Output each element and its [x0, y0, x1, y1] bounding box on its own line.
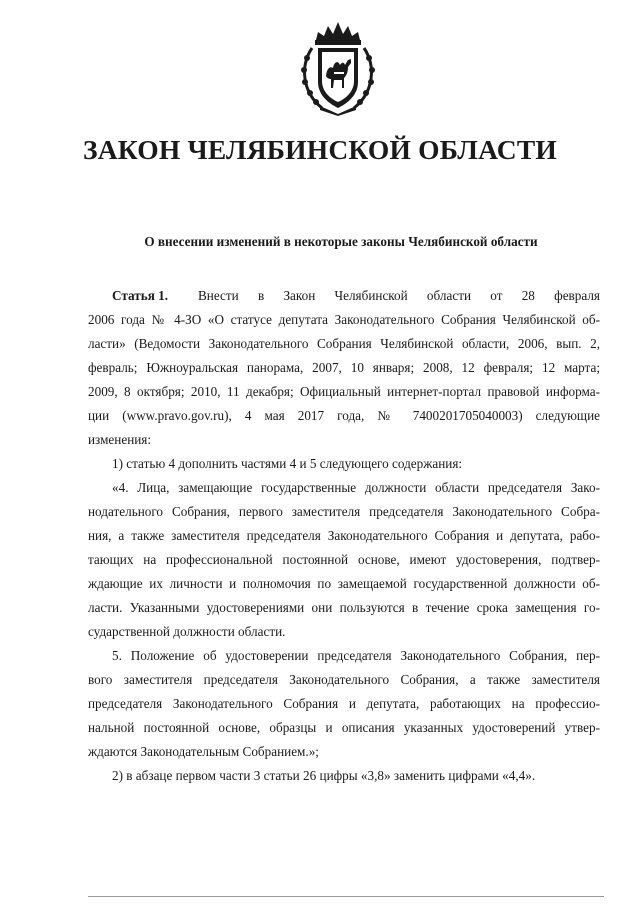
article-line: ждающие их личности и полномочия по замещаемой государственной должности об- [88, 576, 600, 591]
article-line: ждаются Законодательным Собранием.»; [88, 744, 319, 759]
article-line: 5. Положение об удостоверении председателя Законодательного Собрания, пер- [112, 648, 600, 663]
article-line: ласти. Указанными удостоверениями они пользуются в течение срока замещения го- [88, 600, 600, 615]
article-line: ния, а также заместителя председателя Законодательного Собрания и депутата, рабо- [88, 528, 600, 543]
article-line: изменения: [88, 432, 152, 447]
article-line: 2) в абзаце первом части 3 статьи 26 цифры «3,8» заменить цифрами «4,4». [112, 768, 536, 783]
article-line: 2006 года № 4-ЗО «О статусе депутата Законодательного Собрания Челябинской об- [88, 312, 600, 327]
article-line: 1) статью 4 дополнить частями 4 и 5 следующего содержания: [112, 456, 463, 471]
article-line: 2009, 8 октября; 2010, 11 декабря; Официальный интернет-портал правовой информа- [88, 384, 600, 399]
article-line: вого заместителя председателя Законодательного Собрания, а также заместителя [88, 672, 600, 687]
article-line: «4. Лица, замещающие государственные должности области председателя Зако- [112, 480, 600, 495]
article-line [112, 286, 600, 306]
article-line: сударственной должности области. [88, 624, 286, 639]
article-label: Статья 1. [112, 288, 169, 303]
law-subtitle: О внесении изменений в некоторые законы Челябинской области [144, 234, 538, 249]
article-line: ции (www.pravo.gov.ru), 4 мая 2017 года, № 7400201705040003) следующие [88, 408, 600, 423]
coat-of-arms-icon [296, 18, 380, 116]
article-line: председателя Законодательного Собрания и депутата, работающих на профессио- [88, 696, 600, 711]
article-line: нодательного Собрания, первого заместителя председателя Законодательного Собра- [88, 504, 600, 519]
article-line: нальной постоянной основе, образцы и описания указанных удостоверений утвер- [88, 720, 600, 735]
article-text: Внести в Закон Челябинской области от 28 февраля [198, 288, 600, 303]
article-line: ласти» (Ведомости Законодательного Собрания Челябинской области, 2006, вып. 2, [88, 336, 600, 351]
bottom-rule [88, 896, 604, 897]
article-line: тающих на профессиональной постоянной основе, имеют удостоверения, подтвер- [88, 552, 600, 567]
article-line: февраль; Южноуральская панорама, 2007, 10 января; 2008, 12 февраля; 12 марта; [88, 360, 600, 375]
law-title: ЗАКОН ЧЕЛЯБИНСКОЙ ОБЛАСТИ [83, 134, 557, 165]
